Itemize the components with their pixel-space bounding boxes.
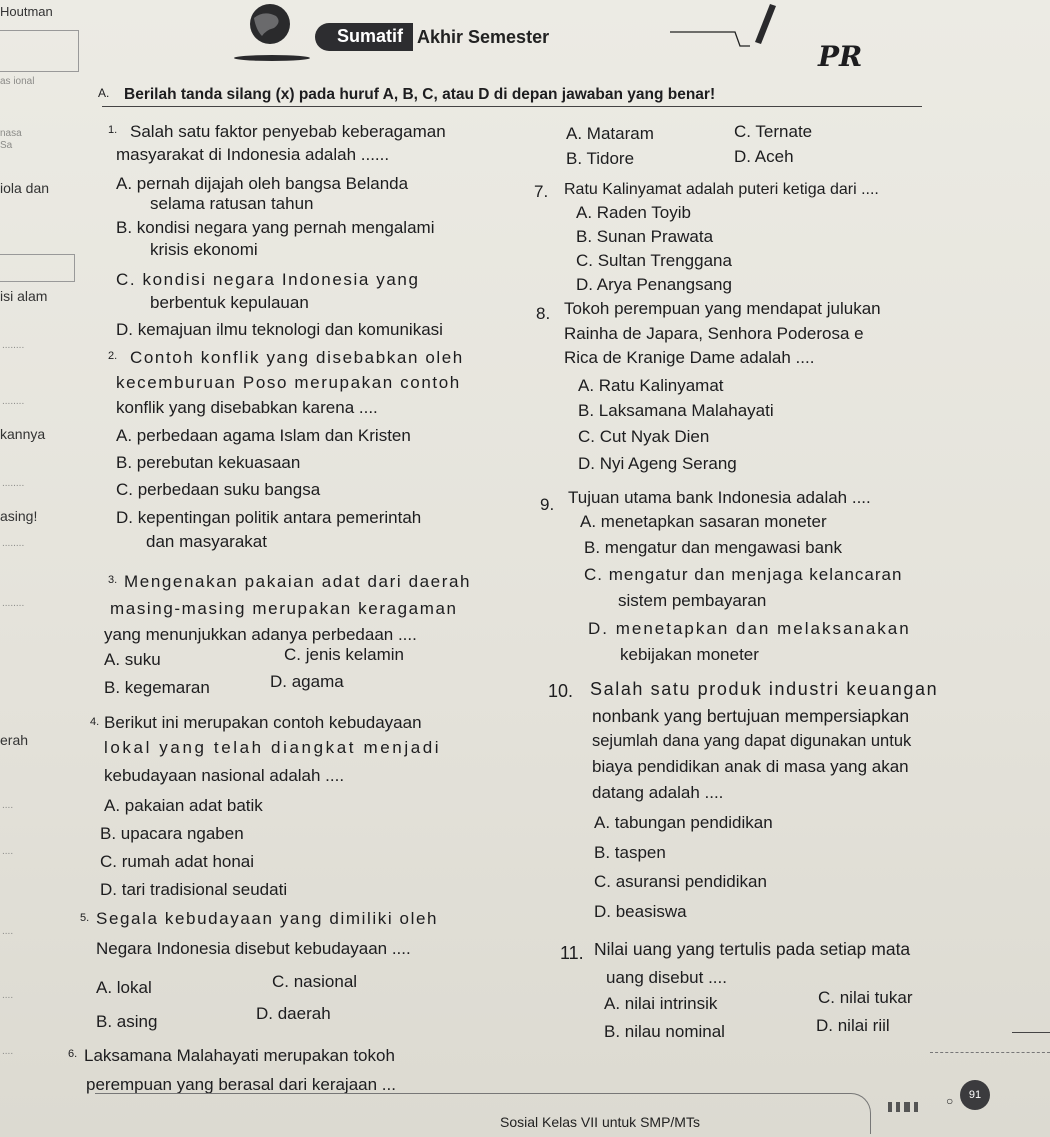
q8-number: 8. bbox=[536, 304, 551, 323]
footer-band bbox=[95, 1093, 871, 1134]
q8-option-b[interactable]: B. Laksamana Malahayati bbox=[578, 401, 774, 420]
q8-option-d[interactable]: D. Nyi Ageng Serang bbox=[578, 454, 737, 473]
footer-small-circle-icon: ○ bbox=[946, 1094, 954, 1108]
q1-text-1: Salah satu faktor penyebab keberagaman bbox=[130, 122, 446, 141]
page-number: 91 bbox=[960, 1080, 990, 1110]
q7-text: Ratu Kalinyamat adalah puteri ketiga dari .... bbox=[564, 181, 879, 198]
q9-option-c-1[interactable]: C. mengatur dan menjaga kelancaran bbox=[584, 565, 903, 584]
q11-option-b[interactable]: B. nilau nominal bbox=[604, 1022, 725, 1041]
margin-dots-7: .... bbox=[2, 846, 14, 857]
q11-text-2: uang disebut .... bbox=[606, 968, 727, 987]
q4-text-2: lokal yang telah diangkat menjadi bbox=[104, 738, 442, 757]
q3-number: 3. bbox=[108, 574, 118, 586]
margin-note-2: nasa bbox=[0, 128, 22, 139]
q11-option-d[interactable]: D. nilai riil bbox=[816, 1016, 890, 1035]
margin-dots-1: ........ bbox=[2, 340, 25, 351]
q10-text-2: nonbank yang bertujuan mempersiapkan bbox=[592, 706, 910, 726]
q3-text-2: masing-masing merupakan keragaman bbox=[110, 599, 458, 618]
margin-dots-8: .... bbox=[2, 926, 14, 937]
q6-option-c[interactable]: C. Ternate bbox=[734, 122, 813, 141]
q6-option-a[interactable]: A. Mataram bbox=[566, 124, 654, 143]
footer-bars-icon bbox=[888, 1100, 944, 1114]
margin-dots-5: ........ bbox=[2, 598, 25, 609]
q7-option-d[interactable]: D. Arya Penangsang bbox=[576, 275, 732, 294]
margin-dots-3: ........ bbox=[2, 478, 25, 489]
q11-option-a[interactable]: A. nilai intrinsik bbox=[604, 994, 718, 1013]
margin-dots-10: .... bbox=[2, 1046, 14, 1057]
q2-option-b[interactable]: B. perebutan kekuasaan bbox=[116, 453, 301, 472]
q3-option-d[interactable]: D. agama bbox=[270, 672, 344, 691]
q10-option-a[interactable]: A. tabungan pendidikan bbox=[594, 813, 773, 832]
q7-option-b[interactable]: B. Sunan Prawata bbox=[576, 227, 714, 246]
q9-option-a[interactable]: A. menetapkan sasaran moneter bbox=[580, 512, 827, 531]
q8-option-a[interactable]: A. Ratu Kalinyamat bbox=[578, 376, 724, 395]
q9-option-c-2: sistem pembayaran bbox=[618, 591, 767, 610]
q8-option-c[interactable]: C. Cut Nyak Dien bbox=[578, 427, 710, 446]
q10-option-d[interactable]: D. beasiswa bbox=[594, 902, 687, 921]
title-akhir-semester: Akhir Semester bbox=[417, 26, 550, 47]
q5-text-1: Segala kebudayaan yang dimiliki oleh bbox=[96, 909, 439, 928]
q2-option-d-2: dan masyarakat bbox=[146, 532, 267, 551]
q8-text-2: Rainha de Japara, Senhora Poderosa e bbox=[564, 324, 864, 343]
margin-dots-9: .... bbox=[2, 990, 14, 1001]
margin-dots-2: ........ bbox=[2, 396, 25, 407]
q1-option-b-2: krisis ekonomi bbox=[150, 240, 258, 259]
margin-box-2 bbox=[0, 254, 75, 282]
q9-option-d-1[interactable]: D. menetapkan dan melaksanakan bbox=[588, 619, 911, 638]
q5-text-2: Negara Indonesia disebut kebudayaan .... bbox=[96, 939, 411, 958]
q6-text-1: Laksamana Malahayati merupakan tokoh bbox=[84, 1046, 395, 1065]
margin-olah-dan: iola dan bbox=[0, 180, 50, 196]
q10-option-b[interactable]: B. taspen bbox=[594, 843, 666, 862]
margin-note-1: as ional bbox=[0, 76, 35, 87]
q1-option-c-1[interactable]: C. kondisi negara Indonesia yang bbox=[116, 270, 420, 289]
q10-text-1: Salah satu produk industri keuangan bbox=[590, 679, 939, 699]
q9-text: Tujuan utama bank Indonesia adalah .... bbox=[568, 488, 871, 507]
q9-number: 9. bbox=[540, 495, 555, 514]
q1-option-d[interactable]: D. kemajuan ilmu teknologi dan komunikasi bbox=[116, 320, 443, 339]
q11-option-c[interactable]: C. nilai tukar bbox=[818, 988, 913, 1007]
q1-option-b-1[interactable]: B. kondisi negara yang pernah mengalami bbox=[116, 218, 435, 237]
top-left-note: Houtman bbox=[0, 4, 53, 19]
q6-option-b[interactable]: B. Tidore bbox=[566, 149, 635, 168]
q3-option-c[interactable]: C. jenis kelamin bbox=[284, 645, 404, 664]
q2-option-c[interactable]: C. perbedaan suku bangsa bbox=[116, 480, 321, 499]
q3-text-1: Mengenakan pakaian adat dari daerah bbox=[124, 572, 472, 591]
q5-option-c[interactable]: C. nasional bbox=[272, 972, 358, 991]
q5-option-d[interactable]: D. daerah bbox=[256, 1004, 331, 1023]
q4-option-a[interactable]: A. pakaian adat batik bbox=[104, 796, 263, 815]
handwritten-initials: PR bbox=[818, 40, 863, 73]
q10-text-5: datang adalah .... bbox=[592, 783, 724, 802]
q10-option-c[interactable]: C. asuransi pendidikan bbox=[594, 872, 767, 891]
q10-text-4: biaya pendidikan anak di masa yang akan bbox=[592, 757, 909, 776]
margin-asing: asing! bbox=[0, 508, 38, 524]
q4-option-c[interactable]: C. rumah adat honai bbox=[100, 852, 255, 871]
q5-option-b[interactable]: B. asing bbox=[96, 1012, 158, 1031]
q2-option-a[interactable]: A. perbedaan agama Islam dan Kristen bbox=[116, 426, 411, 445]
q5-number: 5. bbox=[80, 912, 90, 924]
q3-option-a[interactable]: A. suku bbox=[104, 650, 161, 669]
q11-text-1: Nilai uang yang tertulis pada setiap mata bbox=[594, 939, 911, 959]
title-sumatif: Sumatif bbox=[315, 23, 413, 51]
q3-text-3: yang menunjukkan adanya perbedaan .... bbox=[104, 625, 417, 644]
q4-text-1: Berikut ini merupakan contoh kebudayaan bbox=[104, 713, 422, 732]
q4-option-b[interactable]: B. upacara ngaben bbox=[100, 824, 244, 843]
instruction-underline bbox=[102, 106, 922, 107]
title-banner bbox=[315, 22, 655, 52]
q8-text-1: Tokoh perempuan yang mendapat julukan bbox=[564, 299, 881, 318]
q4-text-3: kebudayaan nasional adalah .... bbox=[104, 766, 345, 785]
instruction-letter: A. bbox=[98, 86, 110, 100]
q8-text-3: Rica de Kranige Dame adalah .... bbox=[564, 348, 815, 367]
margin-erah: erah bbox=[0, 732, 29, 748]
q9-option-b[interactable]: B. mengatur dan mengawasi bank bbox=[584, 538, 842, 557]
q5-option-a[interactable]: A. lokal bbox=[96, 978, 152, 997]
margin-box bbox=[0, 30, 79, 72]
right-edge-line bbox=[1012, 1032, 1050, 1033]
margin-isi-alam: isi alam bbox=[0, 288, 48, 304]
q7-option-a[interactable]: A. Raden Toyib bbox=[576, 203, 691, 222]
q6-text-2: perempuan yang berasal dari kerajaan ... bbox=[86, 1075, 396, 1094]
q4-option-d[interactable]: D. tari tradisional seudati bbox=[100, 880, 288, 899]
globe-icon bbox=[232, 0, 310, 62]
margin-kannya: kannya bbox=[0, 426, 46, 442]
q6-option-d[interactable]: D. Aceh bbox=[734, 147, 794, 166]
margin-dots-6: .... bbox=[2, 800, 14, 811]
q7-option-c[interactable]: C. Sultan Trenggana bbox=[576, 251, 732, 270]
q1-text-2: masyarakat di Indonesia adalah ...... bbox=[116, 145, 390, 164]
q10-text-3: sejumlah dana yang dapat digunakan untuk bbox=[592, 732, 912, 750]
q1-option-a-1[interactable]: A. pernah dijajah oleh bangsa Belanda bbox=[116, 174, 409, 193]
q9-option-d-2: kebijakan moneter bbox=[620, 645, 759, 664]
q1-option-a-2: selama ratusan tahun bbox=[150, 194, 314, 213]
q2-text-3: konflik yang disebabkan karena .... bbox=[116, 398, 378, 417]
q2-text-1: Contoh konflik yang disebabkan oleh bbox=[130, 348, 464, 367]
q4-number: 4. bbox=[90, 716, 100, 728]
q2-number: 2. bbox=[108, 350, 118, 362]
right-edge-dashes bbox=[930, 1052, 1050, 1053]
q10-number: 10. bbox=[548, 681, 574, 701]
q1-option-c-2: berbentuk kepulauan bbox=[150, 293, 309, 312]
q7-number: 7. bbox=[534, 182, 549, 201]
q2-option-d-1[interactable]: D. kepentingan politik antara pemerintah bbox=[116, 508, 422, 527]
instruction-text: Berilah tanda silang (x) pada huruf A, B, C, atau D di depan jawaban yang benar! bbox=[124, 86, 716, 103]
pen-icon bbox=[660, 2, 780, 58]
q6-number: 6. bbox=[68, 1048, 78, 1060]
margin-note-3: Sa bbox=[0, 140, 13, 151]
footer-text: Sosial Kelas VII untuk SMP/MTs bbox=[500, 1114, 700, 1130]
q3-option-b[interactable]: B. kegemaran bbox=[104, 678, 210, 697]
margin-dots-4: ........ bbox=[2, 538, 25, 549]
q11-number: 11. bbox=[560, 943, 584, 963]
q2-text-2: kecemburuan Poso merupakan contoh bbox=[116, 373, 461, 392]
q1-number: 1. bbox=[108, 124, 118, 136]
